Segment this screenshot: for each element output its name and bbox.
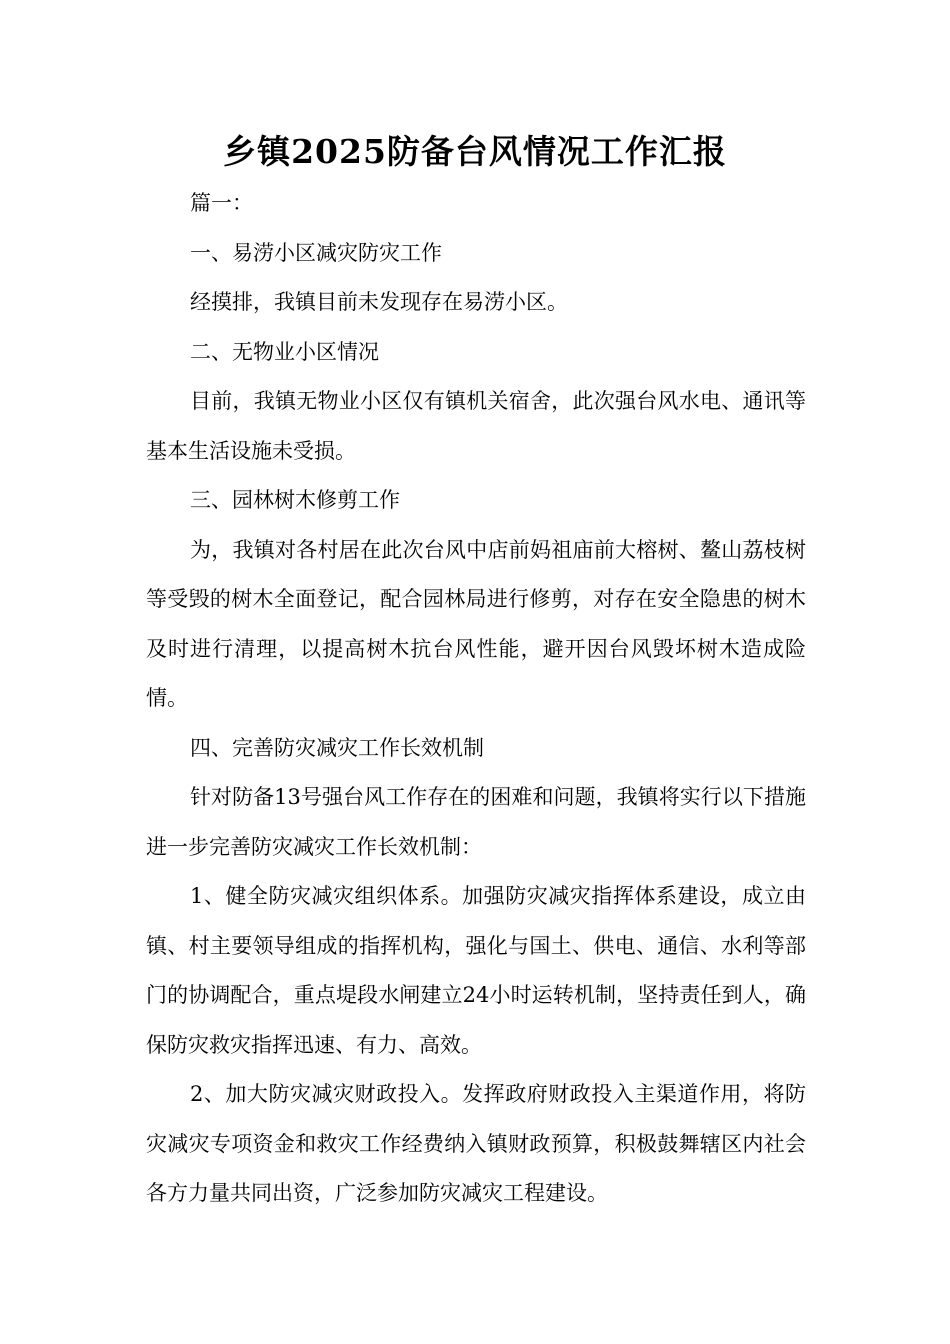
measure-item-1: 1、健全防灾减灾组织体系。加强防灾减灾指挥体系建设，成立由镇、村主要领导组成的指挥机构，强化与国土、供电、通信、水利等部门的协调配合，重点堤段水闸建立24小时运转机制，坚持责任到人，确保防灾救灾指挥迅速、有力、高效。 xyxy=(146,884,806,1057)
document-body xyxy=(146,179,806,1219)
section-text-1: 经摸排，我镇目前未发现存在易涝小区。 xyxy=(190,290,568,314)
section-heading-4: 四、完善防灾减灾工作长效机制 xyxy=(190,735,484,760)
section-heading-2: 二、无物业小区情况 xyxy=(190,339,379,364)
section-text-2: 目前，我镇无物业小区仅有镇机关宿舍，此次强台风水电、通讯等基本生活设施未受损。 xyxy=(146,389,806,463)
section-heading-1: 一、易涝小区减灾防灾工作 xyxy=(190,240,442,265)
section-text-3: 为，我镇对各村居在此次台风中店前妈祖庙前大榕树、鳌山荔枝树等受毁的树木全面登记，配合园林局进行修剪，对存在安全隐患的树木及时进行清理，以提高树木抗台风性能，避开因台风毁坏树木造成险情。 xyxy=(146,537,806,710)
document-title: 乡镇2025防备台风情况工作汇报 xyxy=(223,132,727,171)
section-heading-3: 三、园林树木修剪工作 xyxy=(190,488,400,512)
measure-item-2: 2、加大防灾减灾财政投入。发挥政府财政投入主渠道作用，将防灾减灾专项资金和救灾工作经费纳入镇财政预算，积极鼓舞辖区内社会各方力量共同出资，广泛参加防灾减灾工程建设。 xyxy=(146,1082,806,1205)
section-text-4: 针对防备13号强台风工作存在的困难和问题，我镇将实行以下措施进一步完善防灾减灾工作长效机制： xyxy=(146,785,806,859)
chapter-label: 篇一： xyxy=(190,191,253,215)
